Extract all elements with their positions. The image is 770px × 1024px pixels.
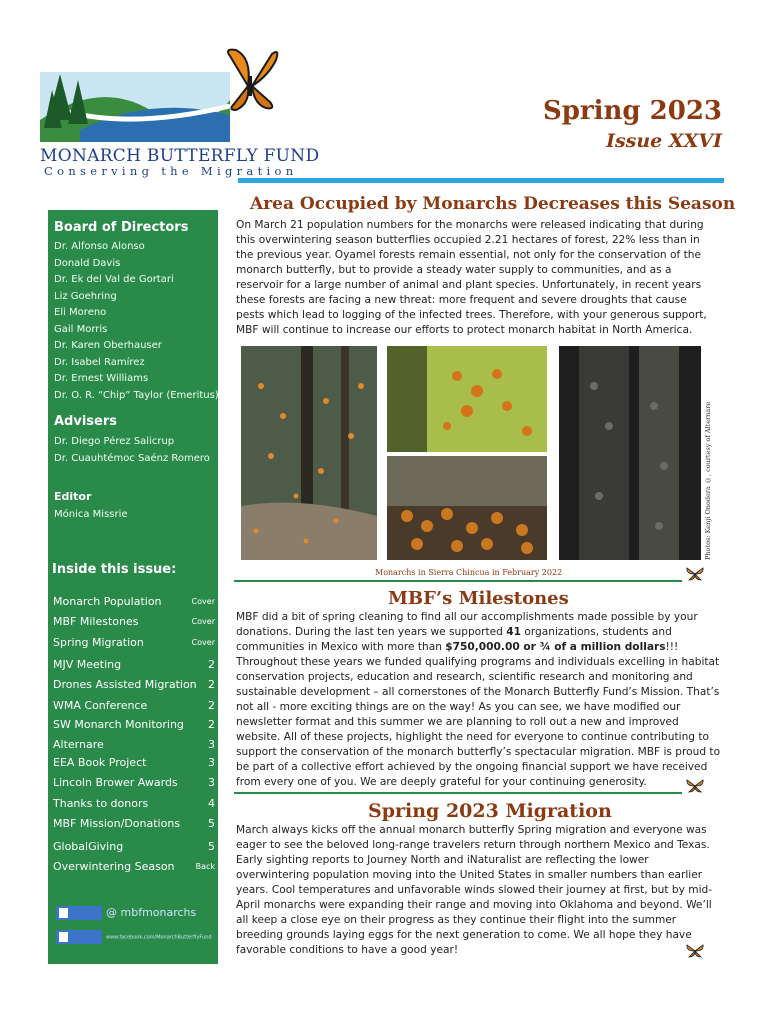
adviser: Dr. Diego Pérez Salicrup (54, 436, 175, 447)
toc-page: 4 (208, 797, 215, 810)
toc-title: GlobalGiving (53, 840, 124, 853)
board-member: Dr. Isabel Ramírez (54, 357, 145, 368)
toc-page: 3 (208, 776, 215, 789)
toc-title: MJV Meeting (53, 658, 122, 671)
photo-bark-monarchs (559, 346, 701, 560)
toc-page: Cover (191, 617, 215, 626)
toc-page: 5 (208, 840, 215, 853)
adviser: Dr. Cuauhtémoc Saénz Romero (54, 453, 210, 464)
photo-butterflies-sunlight (387, 346, 547, 452)
toc-item[interactable] (53, 840, 215, 853)
migration-body: March always kicks off the annual monarch butterfly Spring migration and everyone was eager to see the beloved long-range travelers return through northern Mexico and Texas. Early sighting reports to Journey North and iNaturalist are reflecting the lower overwintering population moving into the United States in smaller numbers than earlier years. Cool temperatures and unfavorable winds slowed their journey at first, but by mid-April monarchs were expanding their range and moving into Oklahoma and beyond. We’ll all keep a close eye on their progress as they continue their flight into the summer breeding grounds laying eggs for the next generation to come. We all hope they have favorable conditions to have a good year! (236, 824, 713, 956)
toc-page: 5 (208, 817, 215, 830)
section-divider (234, 580, 682, 582)
toc-title: WMA Conference (53, 699, 148, 712)
board-member: Dr. Alfonso Alonso (54, 241, 145, 252)
board-member: Gail Morris (54, 324, 108, 335)
toc-page: 2 (208, 718, 215, 731)
board-member: Dr. Ernest Williams (54, 373, 149, 384)
toc-title: Lincoln Brower Awards (53, 776, 178, 789)
toc-title: MBF Milestones (53, 615, 139, 628)
milestones-heading: MBF’s Milestones (388, 588, 569, 609)
photo-credit: Photos: Kenji Onodera ©, courtesy of Alternare (704, 401, 712, 560)
toc-item[interactable] (53, 860, 215, 873)
toc-item[interactable] (53, 718, 215, 731)
issue-title: Spring 2023 (542, 96, 722, 126)
toc-page: 3 (208, 756, 215, 769)
facebook-link[interactable] (56, 930, 216, 944)
org-tagline: Conserving the Migration (44, 164, 298, 178)
toc-page: 2 (208, 658, 215, 671)
board-member: Liz Goehring (54, 291, 117, 302)
twitter-link[interactable] (56, 906, 216, 920)
toc-title: Drones Assisted Migration (53, 678, 197, 691)
editor-name: Mónica Missrie (54, 509, 128, 520)
butterfly-icon (686, 944, 704, 958)
photo-butterfly-cluster (387, 456, 547, 560)
population-heading: Area Occupied by Monarchs Decreases this Season (250, 194, 736, 214)
toc-title: EEA Book Project (53, 756, 147, 769)
toc-item[interactable] (53, 756, 215, 769)
photo-butterflies-trees (241, 346, 377, 560)
migration-heading: Spring 2023 Migration (368, 800, 612, 822)
toc-page: 2 (208, 699, 215, 712)
toc-title: SW Monarch Monitoring (53, 718, 184, 731)
toc-item[interactable] (53, 699, 215, 712)
toc-item[interactable] (53, 678, 215, 691)
header-divider (238, 178, 724, 183)
toc-item[interactable] (53, 615, 215, 628)
board-heading: Board of Directors (54, 220, 189, 235)
toc-page: Cover (191, 638, 215, 647)
facebook-icon (56, 930, 102, 944)
toc-item[interactable] (53, 797, 215, 810)
advisers-heading: Advisers (54, 414, 118, 429)
toc-item[interactable] (53, 595, 215, 608)
toc-title: MBF Mission/Donations (53, 817, 181, 830)
board-member: Dr. Karen Oberhauser (54, 340, 162, 351)
toc-title: Thanks to donors (53, 797, 149, 810)
board-member: Eli Moreno (54, 307, 107, 318)
toc-title: Alternare (53, 738, 104, 751)
toc-page: Cover (191, 597, 215, 606)
toc-page: Back (195, 862, 215, 871)
butterfly-icon (686, 779, 704, 793)
photo-caption: Monarchs in Sierra Chincua in February 2022 (375, 568, 563, 577)
facebook-url: www.facebook.com/MonarchButterflyFund (106, 934, 212, 941)
issue-number: Issue XXVI (606, 130, 722, 152)
toc-item[interactable] (53, 738, 215, 751)
population-body: On March 21 population numbers for the monarchs were released indicating that during this overwintering season butterflies occupied 2.21 hectares of forest, 22% less than in the previous year. Oyamel forests remain essential, not only for the conservation of the monarch butterfly, but to provide a steady water supply to communities, and as a reservoir for a large number of animal and plant species. Unfortunately, in recent years these forests are facing a new threat: more frequent and severe droughts that cause pests which lead to logging of the infected trees. Therefore, with your generous support, MBF will continue to increase our efforts to protect monarch habitat in North America. (236, 219, 707, 336)
board-member: Donald Davis (54, 258, 121, 269)
toc-title: Overwintering Season (53, 860, 175, 873)
editor-heading: Editor (54, 490, 92, 503)
board-member: Dr. O. R. “Chip” Taylor (Emeritus) (54, 390, 219, 401)
toc-item[interactable] (53, 776, 215, 789)
section-divider (234, 792, 682, 794)
org-name: MONARCH BUTTERFLY FUND (40, 146, 320, 166)
board-member: Dr. Ek del Val de Gortari (54, 274, 174, 285)
toc-item[interactable] (53, 817, 215, 830)
toc-item[interactable] (53, 636, 215, 649)
toc-page: 3 (208, 738, 215, 751)
twitter-icon (56, 906, 102, 920)
toc-page: 2 (208, 678, 215, 691)
toc-title: Spring Migration (53, 636, 144, 649)
sidebar (48, 210, 218, 964)
twitter-handle: @ mbfmonarchs (106, 906, 197, 919)
toc-item[interactable] (53, 658, 215, 671)
toc-title: Monarch Population (53, 595, 162, 608)
inside-heading: Inside this issue: (52, 562, 177, 577)
milestones-body: MBF did a bit of spring cleaning to find all our accomplishments made possible by your donations. During the last ten years we supported 41 organizations, students and communities in Mexico with more than $750,000.00 or ¾ of a million dollars!!! Throughout these years we funded qualifying programs and individuals excelling in habitat conservation projects, education and research, scientific research and monitoring and sustainable development – all cornerstones of the Monarch Butterfly Fund’s Mission. That’s not all - more exciting things are on the way! As you can see, we have modified our newsletter format and this summer we are planning to roll out a new and improved website. All of these projects, highlight the need for everyone to continue contributing to support the conservation of the monarch butterfly’s spectacular migration. MBF is proud to be part of a collective effort achieved by the ongoing financial support we have received from every one of you. We are deeply grateful for your continuing generosity. (236, 611, 721, 788)
butterfly-icon (686, 567, 704, 581)
